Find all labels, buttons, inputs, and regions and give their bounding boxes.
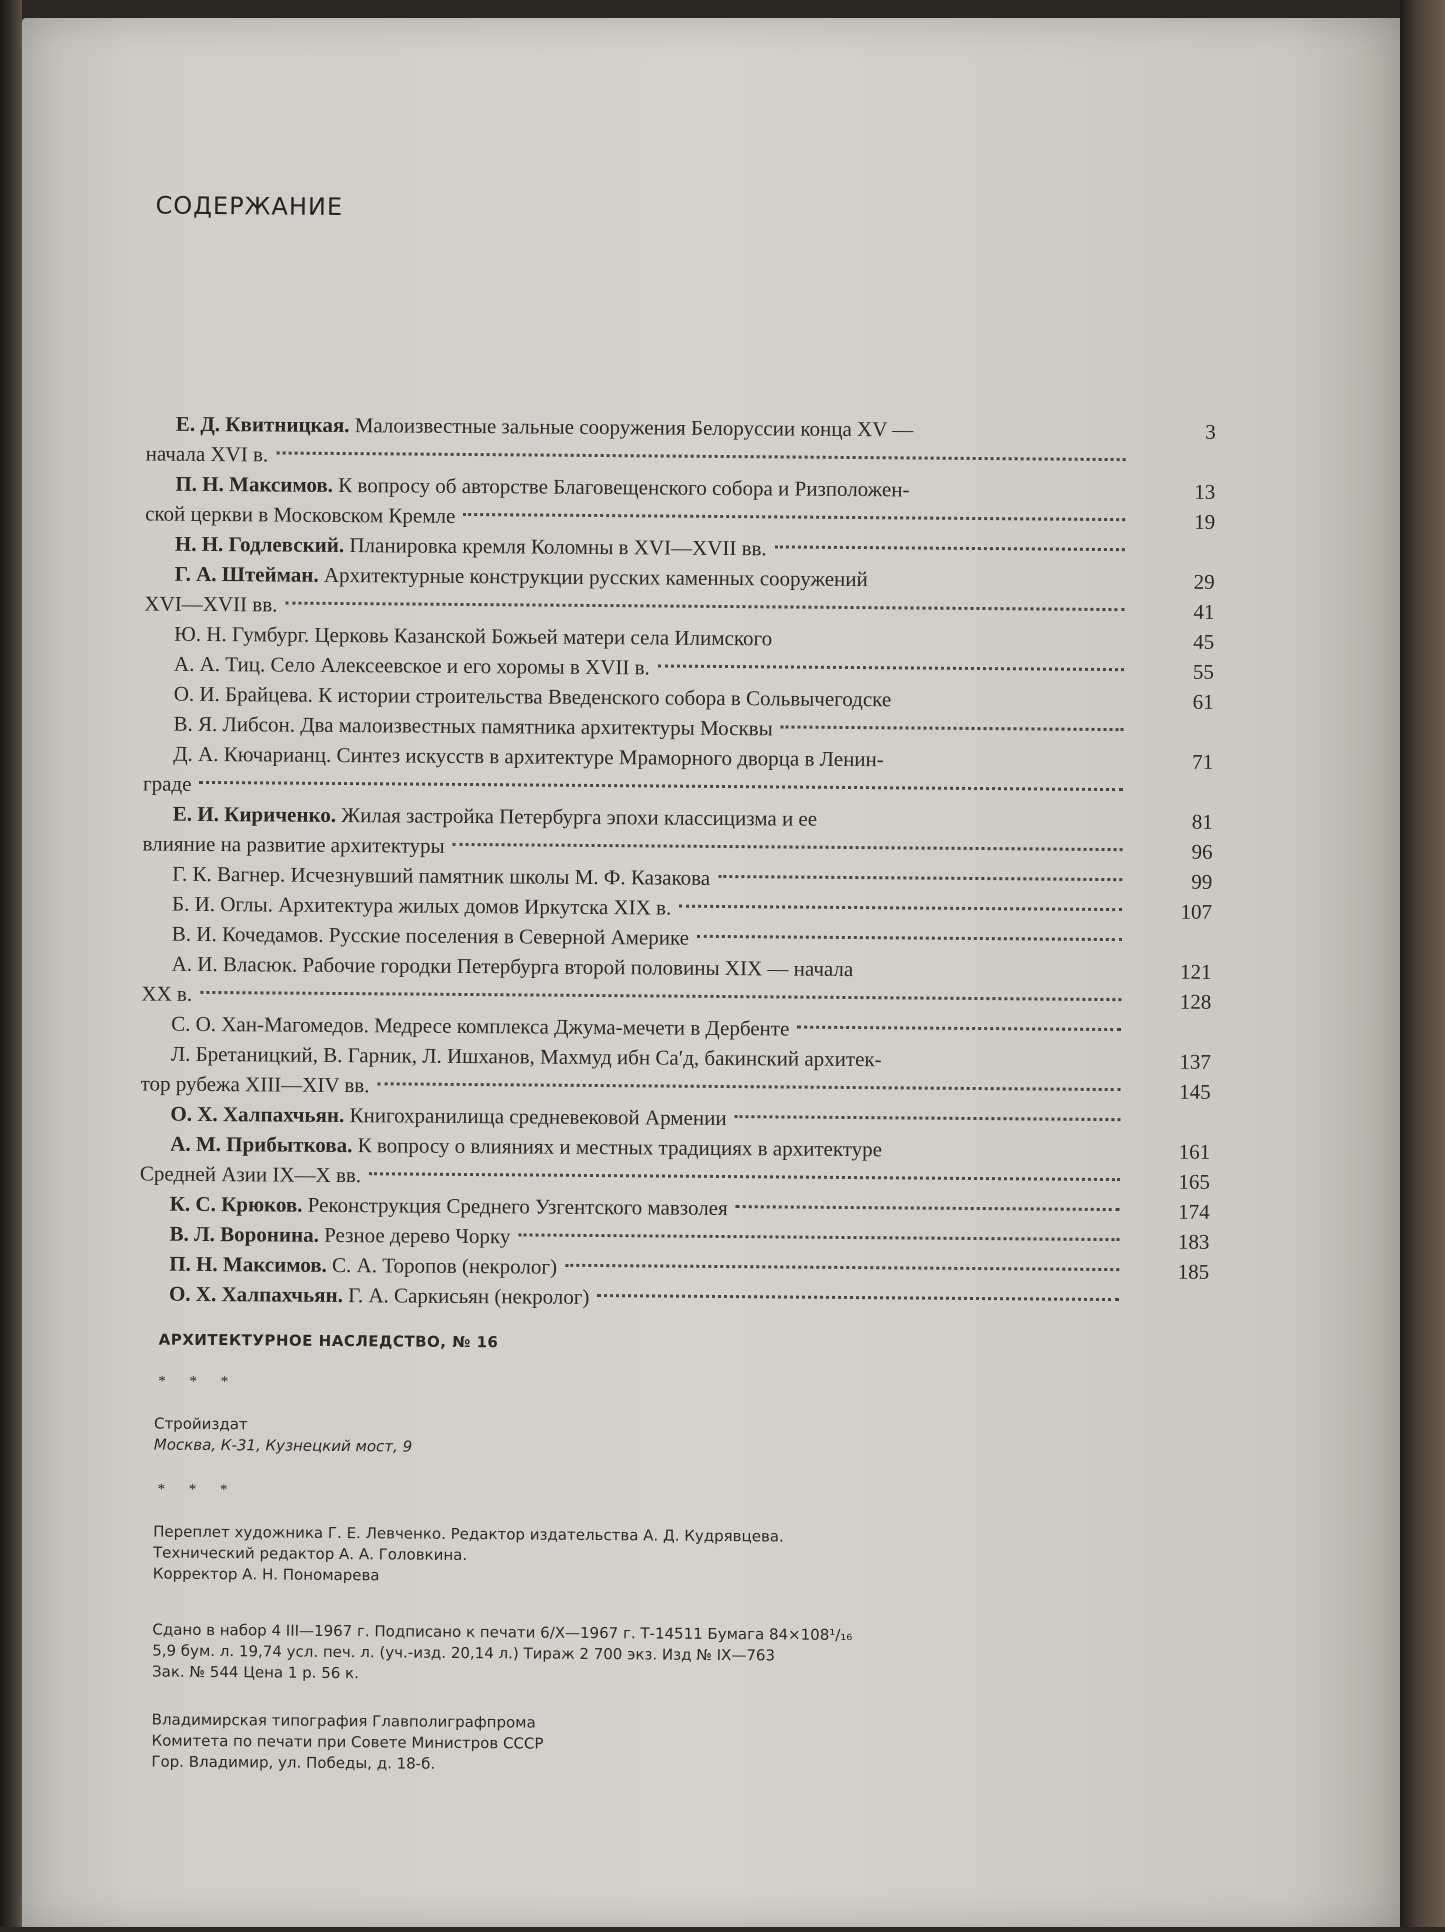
credit-line: Технический редактор А. А. Головкина. <box>152 1543 468 1565</box>
toc-title: Малоизвестные зальные сооружения Белоруссии конца XV — <box>354 413 914 442</box>
toc-entry-text <box>170 1189 728 1223</box>
toc-entry-text <box>172 889 671 923</box>
toc-title: Книгохранилища средневековой Армении <box>349 1103 727 1131</box>
toc-title: А. И. Власюк. Рабочие городки Петербурга второй половины XIX — начала <box>171 951 854 982</box>
toc-page-number: 161 <box>1178 1139 1211 1164</box>
toc-title: О. И. Брайцева. К истории строительства Введенского собора в Сольвычегодске <box>173 681 892 712</box>
toc-title: Жилая застройка Петербурга эпохи классицизма и ее <box>341 803 818 831</box>
toc-entry-text <box>169 1219 510 1252</box>
toc-entry-text <box>174 649 650 683</box>
toc-leader-dots <box>797 1026 1121 1032</box>
toc-page-number <box>1146 446 1216 447</box>
book-page <box>22 18 1400 1927</box>
toc-author: В. Л. Воронина. <box>169 1221 319 1247</box>
series-title: АРХИТЕКТУРНОЕ НАСЛЕДСТВО, № 16 <box>158 1330 499 1352</box>
toc-author: О. Х. Халпахчьян. <box>168 1281 343 1308</box>
toc-title: В. Я. Либсон. Два малоизвестных памятника архитектуры Москвы <box>173 711 773 741</box>
toc-title: Л. Бретаницкий, В. Гарник, Л. Ишханов, Махмуд ибн Са′д, бакинский архитек- <box>170 1041 882 1072</box>
toc-entry-text <box>146 438 269 469</box>
toc-page-number: 183 <box>1177 1229 1210 1254</box>
toc-page-number <box>1142 926 1212 927</box>
toc-title: С. О. Хан-Магомедов. Медресе комплекса Джума-мечети в Дербенте <box>171 1011 790 1041</box>
print-info-line: 5,9 бум. л. 19,74 усл. печ. л. (уч.-изд. 20,14 л.) Тираж 2 700 экз. Изд № IX—763 <box>152 1641 776 1665</box>
separator-stars: * * * <box>157 1481 238 1499</box>
toc-leader-dots <box>285 602 1124 612</box>
toc-entry-text <box>143 768 192 798</box>
toc-title: Архитектурные конструкции русских каменных сооружений <box>323 562 868 592</box>
printer-line: Комитета по печати при Совете Министров СССР <box>151 1731 544 1753</box>
toc-entry-text <box>172 859 710 893</box>
toc-title: ской церкви в Московском Кремле <box>145 501 456 528</box>
print-info-line: Зак. № 544 Цена 1 р. 56 к. <box>151 1662 360 1683</box>
toc-page-number: 13 <box>1194 479 1216 504</box>
toc-leader-dots <box>199 781 1123 791</box>
toc-author: Е. Д. Квитницкая. <box>175 411 350 438</box>
toc-leader-dots <box>463 513 1125 521</box>
page-content <box>14 13 1407 1932</box>
toc-leader-dots <box>597 1294 1119 1301</box>
print-info-line: Сдано в набор 4 III—1967 г. Подписано к печати 6/X—1967 г. Т-14511 Бумага 84×108¹/₁₆ <box>152 1620 853 1645</box>
toc-title: XVI—XVII вв. <box>144 591 278 617</box>
page-title: СОДЕРЖАНИЕ <box>155 191 344 222</box>
toc-page-number: 81 <box>1191 809 1213 834</box>
toc-title: Резное дерево Чорку <box>324 1222 511 1249</box>
toc-entry-text <box>175 529 767 564</box>
toc-entry-text <box>142 828 444 860</box>
toc-page-number: 71 <box>1192 749 1214 774</box>
toc-title: Д. А. Кючарианц. Синтез искусств в архитектуре Мраморного дворца в Ленин- <box>173 741 884 772</box>
toc-title: Реконструкция Среднего Узгентского мавзолея <box>307 1192 728 1221</box>
printer-line: Владимирская типография Главполиграфпрома <box>151 1710 536 1732</box>
toc-leader-dots <box>775 545 1125 551</box>
toc-entry-text <box>173 709 772 744</box>
toc-title: А. А. Тиц. Село Алексеевское и его хоромы в XVII в. <box>173 651 650 680</box>
toc-entry-text <box>144 588 277 619</box>
toc-author: А. М. Прибыткова. <box>170 1131 353 1158</box>
toc-entry-text <box>169 1279 590 1312</box>
book-edge-right <box>1400 0 1445 1927</box>
toc-page-number <box>1143 776 1213 777</box>
toc-title: К вопросу о влияниях и местных традициях в архитектуре <box>357 1133 883 1162</box>
printer-block <box>151 1710 543 1776</box>
toc-page-number: 3 <box>1205 419 1216 444</box>
toc-title: В. И. Кочедамов. Русские поселения в Северной Америке <box>171 921 690 950</box>
toc-page-number: 41 <box>1193 599 1215 624</box>
toc-leader-dots <box>679 905 1122 911</box>
toc-page-number: 19 <box>1194 509 1216 534</box>
toc-page-number: 61 <box>1192 689 1214 714</box>
toc-leader-dots <box>565 1264 1119 1271</box>
toc-title: тор рубежа XIII—XIV вв. <box>140 1071 370 1098</box>
toc-author: П. Н. Максимов. <box>175 471 334 497</box>
credit-line: Переплет художника Г. Е. Левченко. Редактор издательства А. Д. Кудрявцева. <box>153 1522 784 1546</box>
toc-page-number: 121 <box>1179 959 1212 984</box>
toc-entry-text <box>141 978 192 1008</box>
toc-leader-dots <box>736 1205 1120 1211</box>
toc-page-number <box>1141 1016 1211 1017</box>
toc-leader-dots <box>277 451 1126 461</box>
toc-title: граде <box>142 771 192 796</box>
toc-entry-text <box>141 1068 370 1100</box>
separator-stars: * * * <box>158 1373 239 1391</box>
toc-title: Средней Азии IX—X вв. <box>139 1161 362 1188</box>
toc-title: Г. К. Вагнер. Исчезнувший памятник школы М. Ф. Казакова <box>172 861 711 890</box>
toc-page-number: 185 <box>1177 1259 1210 1284</box>
print-info-block <box>152 1620 852 1688</box>
toc-entry-text <box>174 619 772 654</box>
toc-title: К вопросу об авторстве Благовещенского собора и Ризположен- <box>338 472 910 502</box>
toc-page-number: 165 <box>1178 1169 1211 1194</box>
toc-title: влияние на развитие архитектуры <box>142 831 445 858</box>
toc-author: Н. Н. Годлевский. <box>174 531 345 558</box>
toc-page-number: 99 <box>1191 869 1213 894</box>
toc-title: Б. И. Оглы. Архитектура жилых домов Иркутска XIX в. <box>172 891 672 920</box>
toc-page-number <box>1144 716 1214 717</box>
toc-leader-dots <box>697 935 1122 941</box>
toc-leader-dots <box>518 1233 1119 1241</box>
toc-leader-dots <box>780 725 1123 731</box>
toc-page-number <box>1145 536 1215 537</box>
publisher-block <box>154 1414 413 1458</box>
toc-author: П. Н. Максимов. <box>169 1251 327 1277</box>
toc-entry-text <box>172 919 689 953</box>
toc-leader-dots <box>378 1082 1121 1091</box>
credit-line: Корректор А. Н. Пономарева <box>152 1564 380 1585</box>
printer-line: Гор. Владимир, ул. Победы, д. 18-б. <box>151 1752 436 1773</box>
toc-page-number <box>1139 1286 1209 1287</box>
toc-leader-dots <box>453 843 1123 851</box>
toc-page-number: 128 <box>1179 989 1212 1014</box>
toc-leader-dots <box>718 875 1122 881</box>
toc-page-number: 96 <box>1191 839 1213 864</box>
toc-page-number: 45 <box>1193 629 1215 654</box>
toc-entry-text <box>169 1249 557 1282</box>
toc-leader-dots <box>658 664 1124 671</box>
credits-block <box>153 1522 784 1590</box>
toc-entry-text <box>170 1099 726 1133</box>
toc-title: Г. А. Саркисьян (некролог) <box>348 1283 590 1309</box>
toc-page-number <box>1141 1106 1211 1107</box>
toc-page-number: 174 <box>1178 1199 1210 1224</box>
toc-title: С. А. Торопов (некролог) <box>332 1252 558 1279</box>
toc-page-number: 29 <box>1193 569 1215 594</box>
toc-title: начала XVI в. <box>145 441 269 467</box>
toc-leader-dots <box>200 991 1121 1001</box>
toc-title: XX в. <box>141 981 193 1006</box>
table-of-contents <box>139 408 1216 1316</box>
toc-leader-dots <box>734 1115 1120 1121</box>
toc-author: Г. А. Штейман. <box>174 561 319 587</box>
toc-author: О. Х. Халпахчьян. <box>170 1101 345 1128</box>
toc-title: Планировка кремля Коломны в XVI—XVII вв. <box>349 533 767 561</box>
toc-author: К. С. Крюков. <box>169 1191 303 1217</box>
toc-page-number: 145 <box>1179 1079 1211 1104</box>
toc-author: Е. И. Кириченко. <box>172 801 337 827</box>
toc-leader-dots <box>369 1172 1120 1181</box>
toc-entry-text <box>145 498 455 530</box>
toc-title: Ю. Н. Гумбург. Церковь Казанской Божьей матери села Илимского <box>174 621 773 651</box>
publisher-address: Москва, К-31, Кузнецкий мост, 9 <box>153 1435 413 1456</box>
toc-page-number: 55 <box>1192 659 1215 684</box>
toc-page-number: 137 <box>1179 1049 1211 1074</box>
publisher-name: Стройиздат <box>153 1414 248 1434</box>
toc-entry-text <box>171 1009 789 1044</box>
toc-entry-text <box>140 1158 361 1190</box>
toc-page-number: 107 <box>1180 899 1213 924</box>
